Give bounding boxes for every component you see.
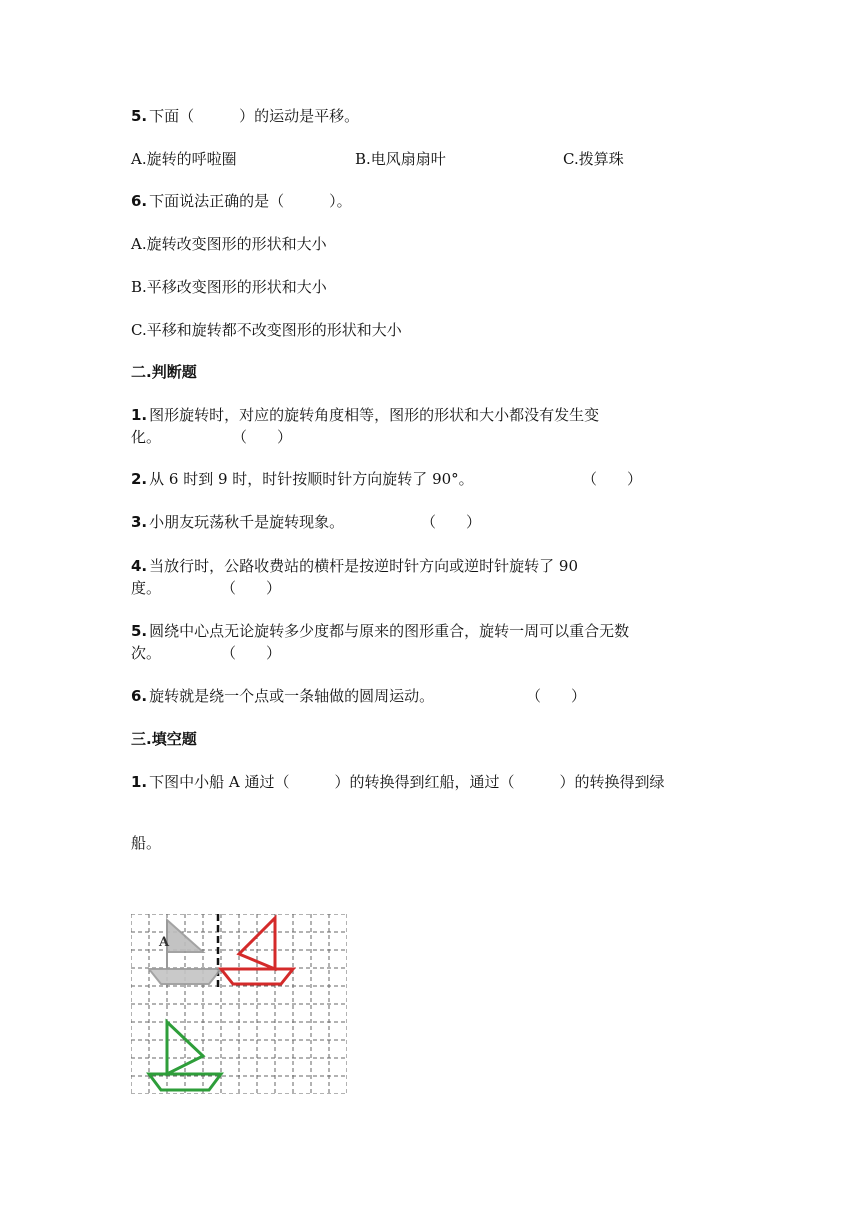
judge-5-number: 5.	[131, 622, 148, 640]
judge-1-line2: 化。	[131, 428, 162, 446]
q6-option-c: C.平移和旋转都不改变图形的形状和大小	[131, 321, 402, 339]
q6-text: 下面说法正确的是（ ）。	[149, 192, 352, 210]
q5-text: 下面（ ）的运动是平移。	[149, 107, 360, 125]
q6-option-a: A.旋转改变图形的形状和大小	[131, 235, 327, 253]
judge-3-number: 3.	[131, 513, 148, 531]
judge-4-text: 当放行时，公路收费站的横杆是按逆时针方向或逆时针旋转了 90	[149, 557, 578, 575]
boat-grid-figure	[131, 914, 347, 1094]
judge-2-answer-paren[interactable]: （ ）	[582, 470, 643, 488]
judge-4-line1	[131, 556, 578, 576]
judge-1-text: 图形旋转时，对应的旋转角度相等，图形的形状和大小都没有发生变	[149, 406, 600, 424]
judge-4-answer-paren[interactable]: （ ）	[221, 579, 282, 597]
judge-6-number: 6.	[131, 687, 148, 705]
q6-number: 6.	[131, 192, 148, 210]
judge-section-title: 二.判断题	[131, 363, 197, 381]
q5-option-c: C.拨算珠	[563, 150, 624, 168]
judge-6-text: 旋转就是绕一个点或一条轴做的圆周运动。	[149, 687, 435, 705]
q5-option-b: B.电风扇扇叶	[355, 150, 446, 168]
judge-4-line2: 度。	[131, 579, 162, 597]
q6-line	[131, 191, 352, 211]
judge-6-answer-paren[interactable]: （ ）	[526, 687, 587, 705]
judge-5-answer-paren[interactable]: （ ）	[221, 644, 282, 662]
judge-6-line	[131, 686, 434, 706]
boat-a-hull	[149, 969, 221, 984]
fill-1-text: 下图中小船 A 通过（ ）的转换得到红船，通过（ ）的转换得到绿	[149, 773, 665, 791]
fill-1-line1	[131, 772, 665, 792]
judge-2-number: 2.	[131, 470, 148, 488]
judge-3-text: 小朋友玩荡秋千是旋转现象。	[149, 513, 345, 531]
fill-1-number: 1.	[131, 773, 148, 791]
judge-5-line2: 次。	[131, 644, 162, 662]
fill-1-line2: 船。	[131, 834, 162, 852]
judge-5-line1	[131, 621, 629, 641]
q6-option-b: B.平移改变图形的形状和大小	[131, 278, 327, 296]
q5-number: 5.	[131, 107, 148, 125]
q5-option-a: A.旋转的呼啦圈	[131, 150, 237, 168]
judge-1-line1	[131, 405, 599, 425]
judge-2-text: 从 6 时到 9 时，时针按顺时针方向旋转了 90°。	[149, 470, 474, 488]
q5-line	[131, 106, 359, 126]
judge-3-answer-paren[interactable]: （ ）	[421, 513, 482, 531]
judge-5-text: 圆绕中心点无论旋转多少度都与原来的图形重合，旋转一周可以重合无数	[149, 622, 630, 640]
boat-a-label: A	[159, 935, 170, 950]
judge-3-line	[131, 512, 344, 532]
judge-1-answer-paren[interactable]: （ ）	[232, 428, 293, 446]
judge-2-line	[131, 469, 474, 489]
judge-4-number: 4.	[131, 557, 148, 575]
judge-1-number: 1.	[131, 406, 148, 424]
fill-section-title: 三.填空题	[131, 730, 197, 748]
